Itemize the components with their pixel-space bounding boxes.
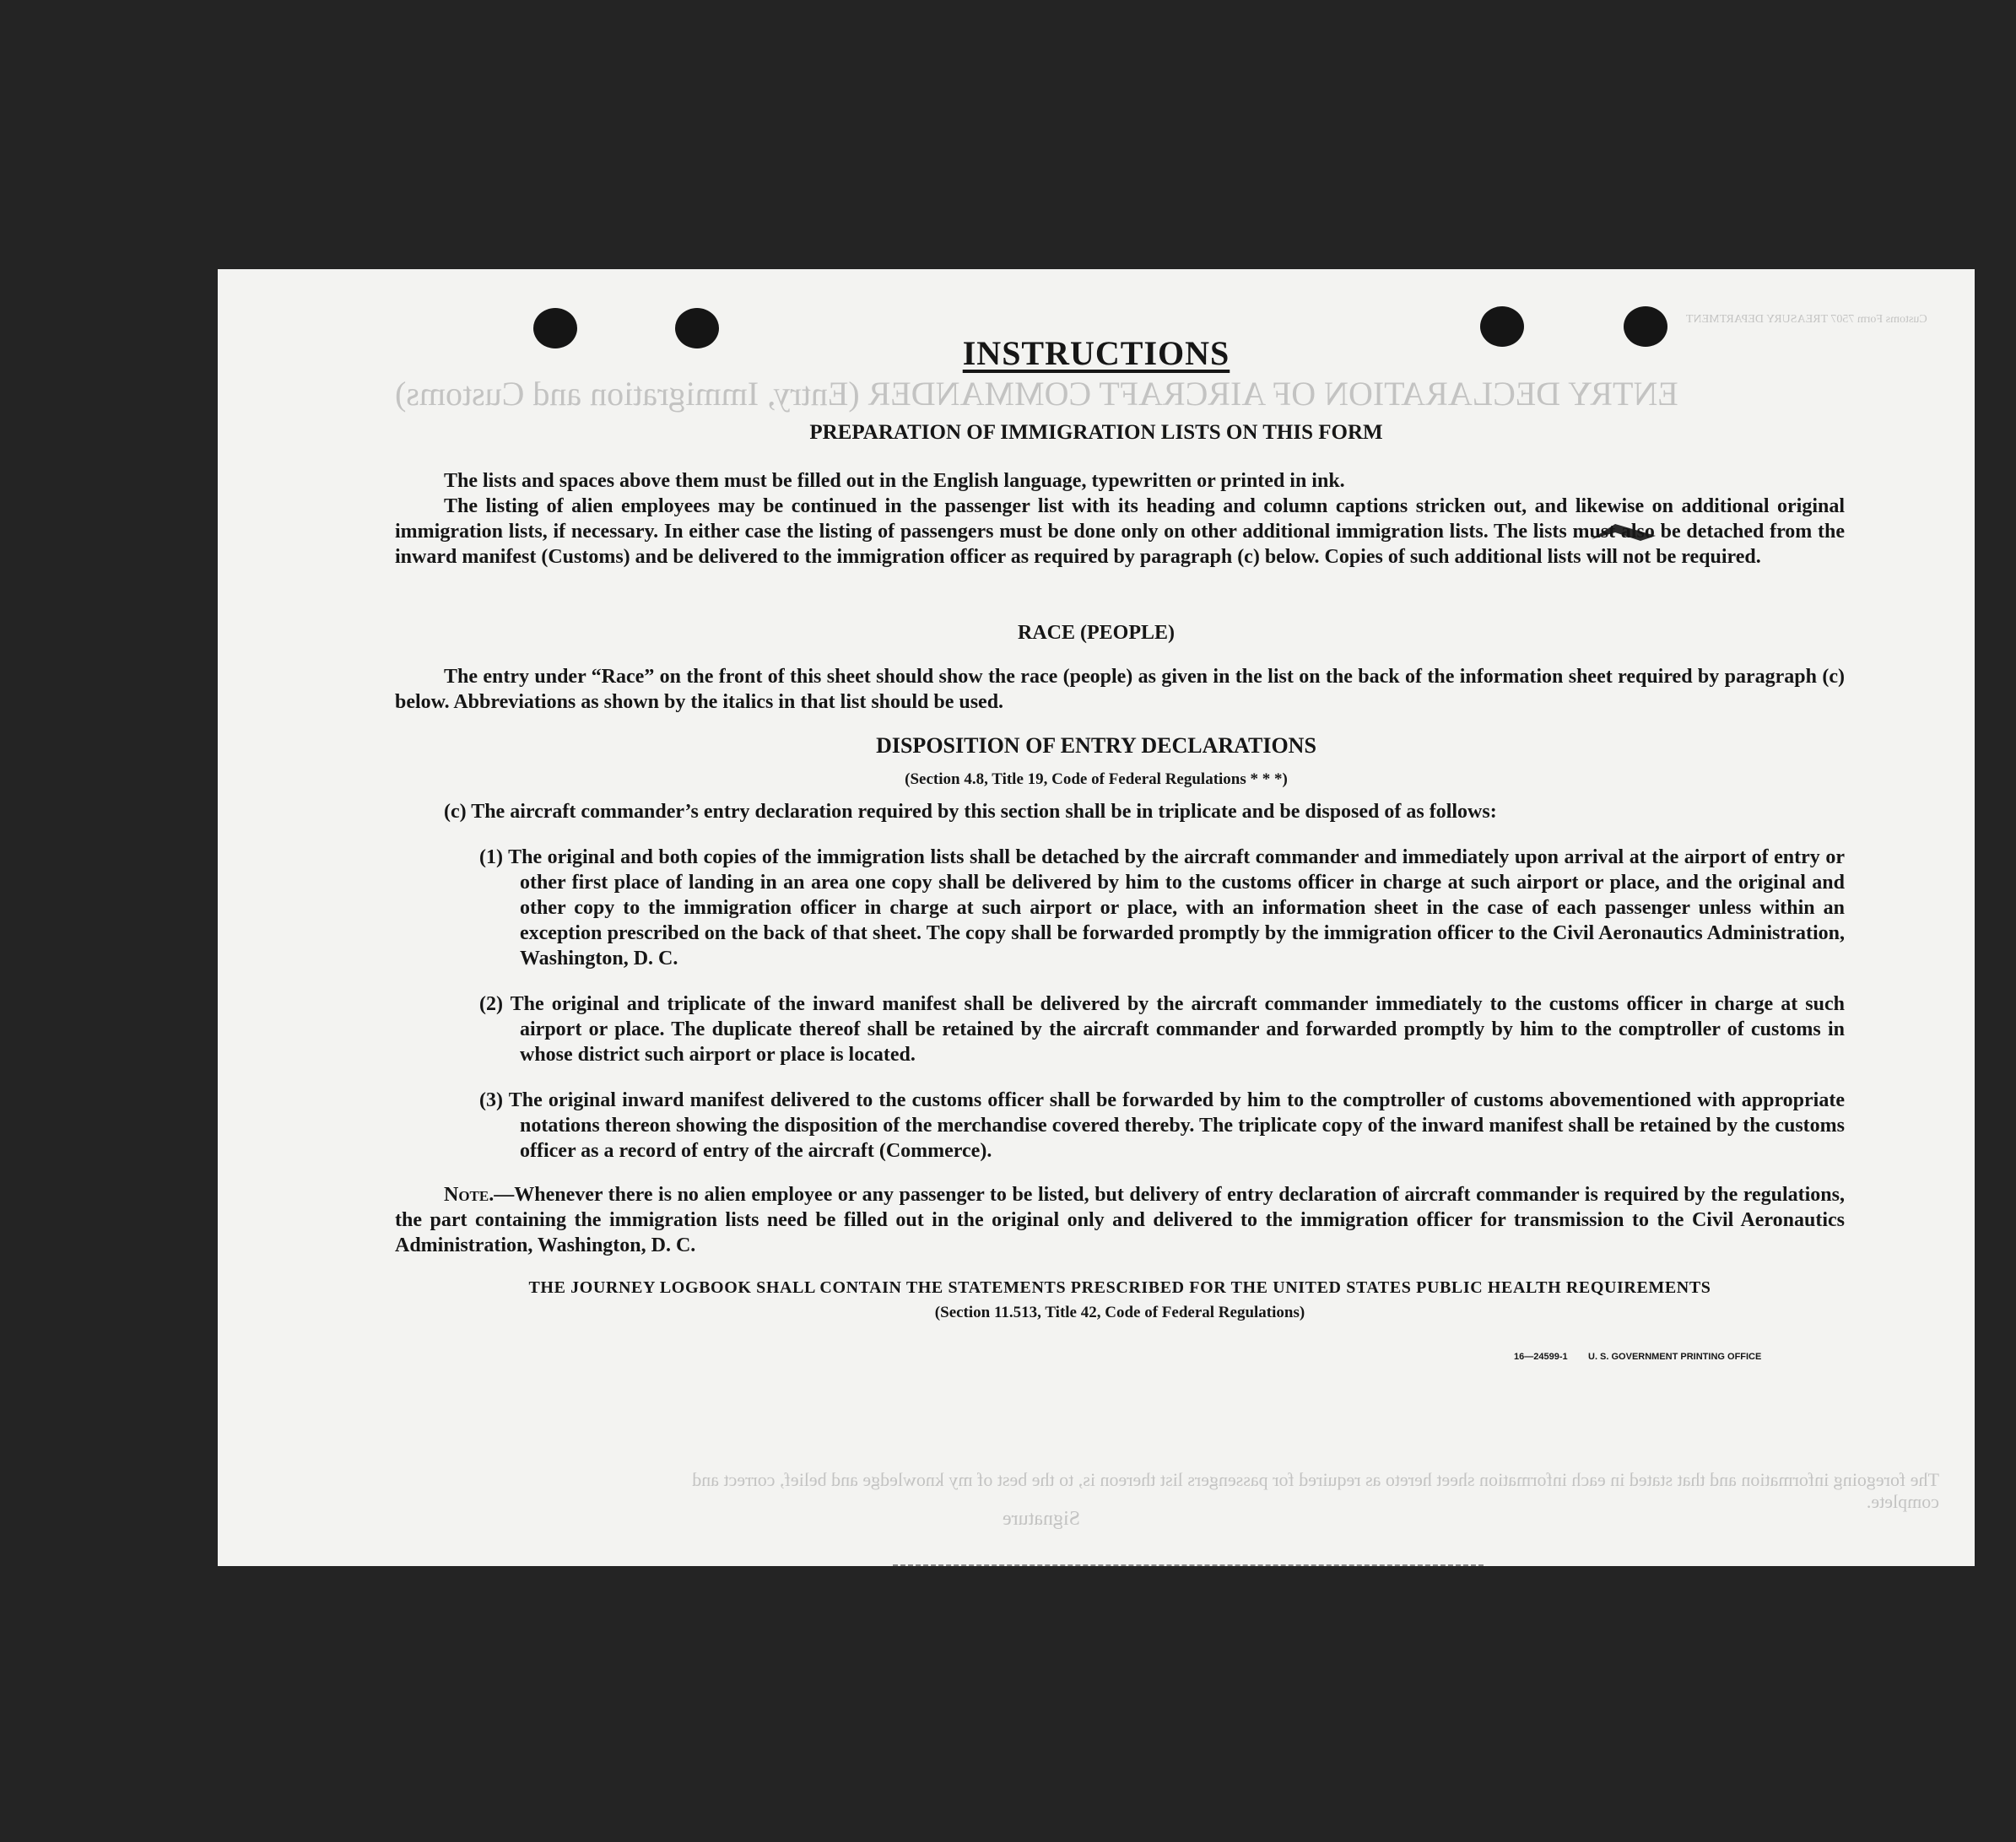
section-subheading-disposition: (Section 4.8, Title 19, Code of Federal Regulations * * *) [905, 770, 1288, 788]
show-through-signature: Signature [1003, 1508, 1080, 1530]
section-heading-preparation: PREPARATION OF IMMIGRATION LISTS ON THIS FORM [809, 421, 1383, 444]
document-page [218, 269, 1975, 1566]
note-text: —Whenever there is no alien employee or any passenger to be listed, but delivery of entry declaration of aircraft commander is required by the regulations, the part containing the immigration lists need be filled out in the original only and delivered to the immigration officer for transmission to the Civil Aeronautics Administration, Washington, D. C. [395, 1184, 1845, 1256]
print-code: 16—24599-1 [1514, 1352, 1568, 1362]
note-label: Note. [444, 1184, 495, 1206]
list-item-1: (1) The original and both copies of the immigration lists shall be detached by the aircraft commander and immediately upon arrival at the airport of entry or other first place of landing in an area one copy shall be delivered by him to the customs officer in charge at such airport or place, and the original and other copy to the immigration officer in charge at such airport or place, with an information sheet in the case of each passenger unless within an exception prescribed on the back of that sheet. The copy shall be forwarded promptly by the immigration officer to the Civil Aeronautics Administration, Washington, D. C. [479, 846, 1845, 970]
paragraph-language: The lists and spaces above them must be filled out in the English language, typewritten or printed in ink. [444, 470, 1345, 492]
show-through-certification: The foregoing information and that stated in each information sheet hereto as required for passengers list thereon is, to the best of my knowledge and belief, correct and complete. [692, 1469, 1939, 1512]
page-title: INSTRUCTIONS [962, 334, 1230, 372]
paragraph-c: (c) The aircraft commander’s entry declaration required by this section shall be in triplicate and be disposed of as follows: [444, 801, 1497, 823]
perforation-edge [893, 1561, 1484, 1566]
paragraph-race: The entry under “Race” on the front of this sheet should show the race (people) as given in the list on the back of the information sheet required by paragraph (c) below. Abbreviations as shown by the italics in that list should be used. [395, 666, 1845, 713]
paragraph-alien-employees: The listing of alien employees may be continued in the passenger list with its heading and column captions stricken out, and likewise on additional original immigration lists, if necessary. In either case the listing of passengers must be done only on other additional immigration lists. The lists must also be detached from the inward manifest (Customs) and be delivered to the immigration officer as required by paragraph (c) below. Copies of such additional lists will not be required. [395, 495, 1845, 568]
list-item-2: (2) The original and triplicate of the inward manifest shall be delivered by the aircraft commander immediately to the customs officer in charge at such airport or place. The duplicate thereof shall be retained by the aircraft commander and forwarded promptly by him to the comptroller of customs in whose district such airport or place is located. [479, 993, 1845, 1066]
show-through-form-ref: Customs Form 7507 TREASURY DEPARTMENT [1686, 313, 1927, 326]
note-paragraph [395, 1182, 1845, 1258]
section-heading-disposition: DISPOSITION OF ENTRY DECLARATIONS [876, 733, 1316, 758]
printing-office: U. S. GOVERNMENT PRINTING OFFICE [1588, 1352, 1762, 1362]
health-requirements-citation: (Section 11.513, Title 42, Code of Federal Regulations) [934, 1304, 1305, 1321]
health-requirements-line: THE JOURNEY LOGBOOK SHALL CONTAIN THE STATEMENTS PRESCRIBED FOR THE UNITED STATES PUBLIC HEALTH REQUIREMENTS [528, 1278, 1711, 1297]
list-item-3: (3) The original inward manifest delivered to the customs officer shall be forwarded by him to the comptroller of customs abovementioned with appropriate notations thereon showing the disposition of the merchandise covered thereby. The triplicate copy of the inward manifest shall be retained by the customs officer as a record of entry of the aircraft (Commerce). [479, 1089, 1845, 1162]
show-through-header: ENTRY DECLARATION OF AIRCRAFT COMMANDER (Entry, Immigration and Customs) [395, 375, 1678, 413]
section-heading-race: RACE (PEOPLE) [1018, 622, 1175, 644]
